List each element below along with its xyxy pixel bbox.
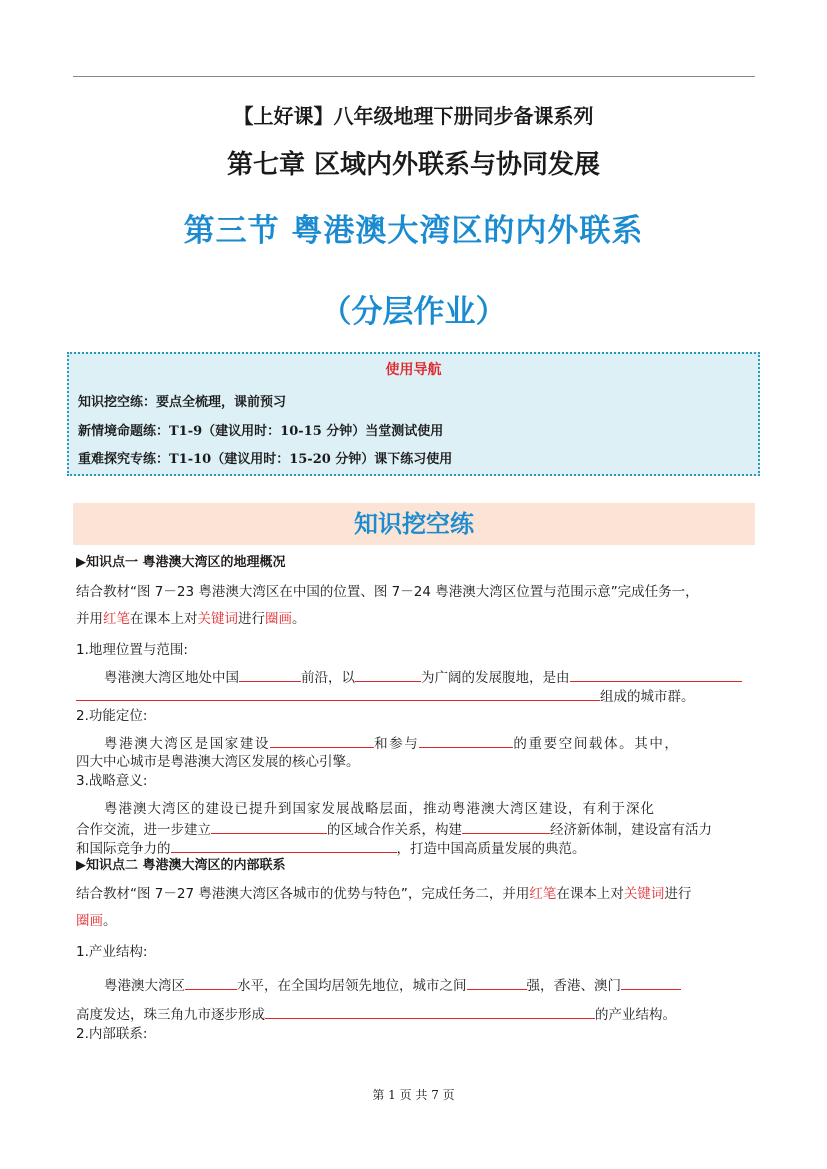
section-title: 第三节 粤港澳大湾区的内外联系 <box>183 213 644 249</box>
circle-text: 圈画 <box>76 913 103 929</box>
guide-title: 使用导航 <box>385 362 442 378</box>
kp2-q2-title: 2.内部联系: <box>76 1026 148 1042</box>
kp1-q3-line1: 粤港澳大湾区的建设已提升到国家发展战略层面，推动粤港澳大湾区建设，有利于深化 <box>104 801 655 817</box>
guide-line-knowledge: 知识挖空练：要点全梳理，课前预习 <box>78 395 287 410</box>
answer-blank[interactable] <box>265 1004 595 1019</box>
text: 的区域合作关系，构建 <box>327 822 462 838</box>
text: 水平，在全国均居领先地位，城市之间 <box>237 978 467 994</box>
text: 。 <box>292 611 306 627</box>
kp1-q2-title: 2.功能定位: <box>76 708 148 724</box>
section-banner: 知识挖空练 <box>73 503 755 545</box>
kp1-q1-line2 <box>76 686 695 707</box>
answer-blank[interactable] <box>355 667 421 682</box>
text: 进行 <box>664 886 692 902</box>
text: 前沿，以 <box>301 670 355 686</box>
text: 强，香港、澳门 <box>526 978 621 994</box>
circle-text: 圈画 <box>265 611 292 627</box>
answer-blank[interactable] <box>462 819 550 834</box>
kp1-intro-line2 <box>76 609 306 629</box>
kp2-q1-line1 <box>104 975 681 996</box>
text: 组成的城市群。 <box>600 689 695 705</box>
answer-blank[interactable] <box>171 838 397 853</box>
text: 结合教材“图 7－27 粤港澳大湾区各城市的优势与特色”，完成任务二，并用 <box>76 886 530 902</box>
red-pen-text: 红笔 <box>103 611 130 627</box>
kp1-q3-title: 3.战略意义: <box>76 773 148 789</box>
answer-blank[interactable] <box>185 975 237 990</box>
subtitle: （分层作业） <box>320 294 507 330</box>
guide-line-new-context: 新情境命题练：T1-9（建议用时：10-15 分钟）当堂测试使用 <box>78 424 444 439</box>
chapter-title: 第七章 区域内外联系与协同发展 <box>226 150 601 180</box>
text: 粤港澳大湾区地处中国 <box>104 670 239 686</box>
guide-line-advanced: 重难探究专练：T1-10（建议用时：15-20 分钟）课下练习使用 <box>78 452 453 467</box>
answer-blank[interactable] <box>270 733 374 748</box>
kp1-q1-title: 1.地理位置与范围: <box>76 642 188 658</box>
text: 粤港澳大湾区 <box>104 978 185 994</box>
header-rule <box>73 76 755 77</box>
keyword-text: 关键词 <box>623 886 665 902</box>
answer-blank[interactable] <box>239 667 301 682</box>
kp1-heading: ▶知识点一 粤港澳大湾区的地理概况 <box>76 555 286 570</box>
text: 经济新体制，建设富有活力 <box>550 822 712 838</box>
answer-blank[interactable] <box>570 667 742 682</box>
kp1-q2-line1 <box>104 733 680 754</box>
answer-blank[interactable] <box>211 819 327 834</box>
series-title: 【上好课】八年级地理下册同步备课系列 <box>233 104 594 128</box>
text: 的重要空间载体。其中， <box>513 736 680 752</box>
page-footer: 第 1 页 共 7 页 <box>372 1088 455 1102</box>
answer-blank[interactable] <box>467 975 527 990</box>
text: 的产业结构。 <box>595 1007 676 1023</box>
text: 粤港澳大湾区是国家建设 <box>104 736 271 752</box>
text: 和国际竞争力的 <box>76 841 171 857</box>
kp1-q1-line1 <box>104 667 742 688</box>
kp2-intro-line1 <box>76 884 691 904</box>
keyword-text: 关键词 <box>197 611 238 627</box>
answer-blank[interactable] <box>621 975 681 990</box>
text: 合作交流，进一步建立 <box>76 822 211 838</box>
text: 。 <box>103 913 117 929</box>
text: 并用 <box>76 611 103 627</box>
red-pen-text: 红笔 <box>529 886 557 902</box>
text: 进行 <box>238 611 265 627</box>
text: 在课本上对 <box>556 886 624 902</box>
kp2-intro-line2 <box>76 911 117 931</box>
text: 为广阔的发展腹地，是由 <box>421 670 570 686</box>
kp1-q2-line2: 四大中心城市是粤港澳大湾区发展的核心引擎。 <box>76 754 360 770</box>
kp2-q1-title: 1.产业结构: <box>76 944 148 960</box>
text: 和参与 <box>374 736 420 752</box>
kp2-q1-line2 <box>76 1004 676 1025</box>
text: 高度发达，珠三角九市逐步形成 <box>76 1007 265 1023</box>
text: 在课本上对 <box>130 611 198 627</box>
answer-blank[interactable] <box>419 733 513 748</box>
text: ，打造中国高质量发展的典范。 <box>396 841 586 857</box>
answer-blank[interactable] <box>76 686 600 701</box>
usage-guide-box <box>67 352 760 476</box>
kp2-heading: ▶知识点二 粤港澳大湾区的内部联系 <box>76 858 286 873</box>
kp1-q3-line2 <box>76 819 712 840</box>
kp1-intro-line1: 结合教材“图 7－23 粤港澳大湾区在中国的位置、图 7－24 粤港澳大湾区位置与范围示意”完成任务一， <box>76 584 699 600</box>
